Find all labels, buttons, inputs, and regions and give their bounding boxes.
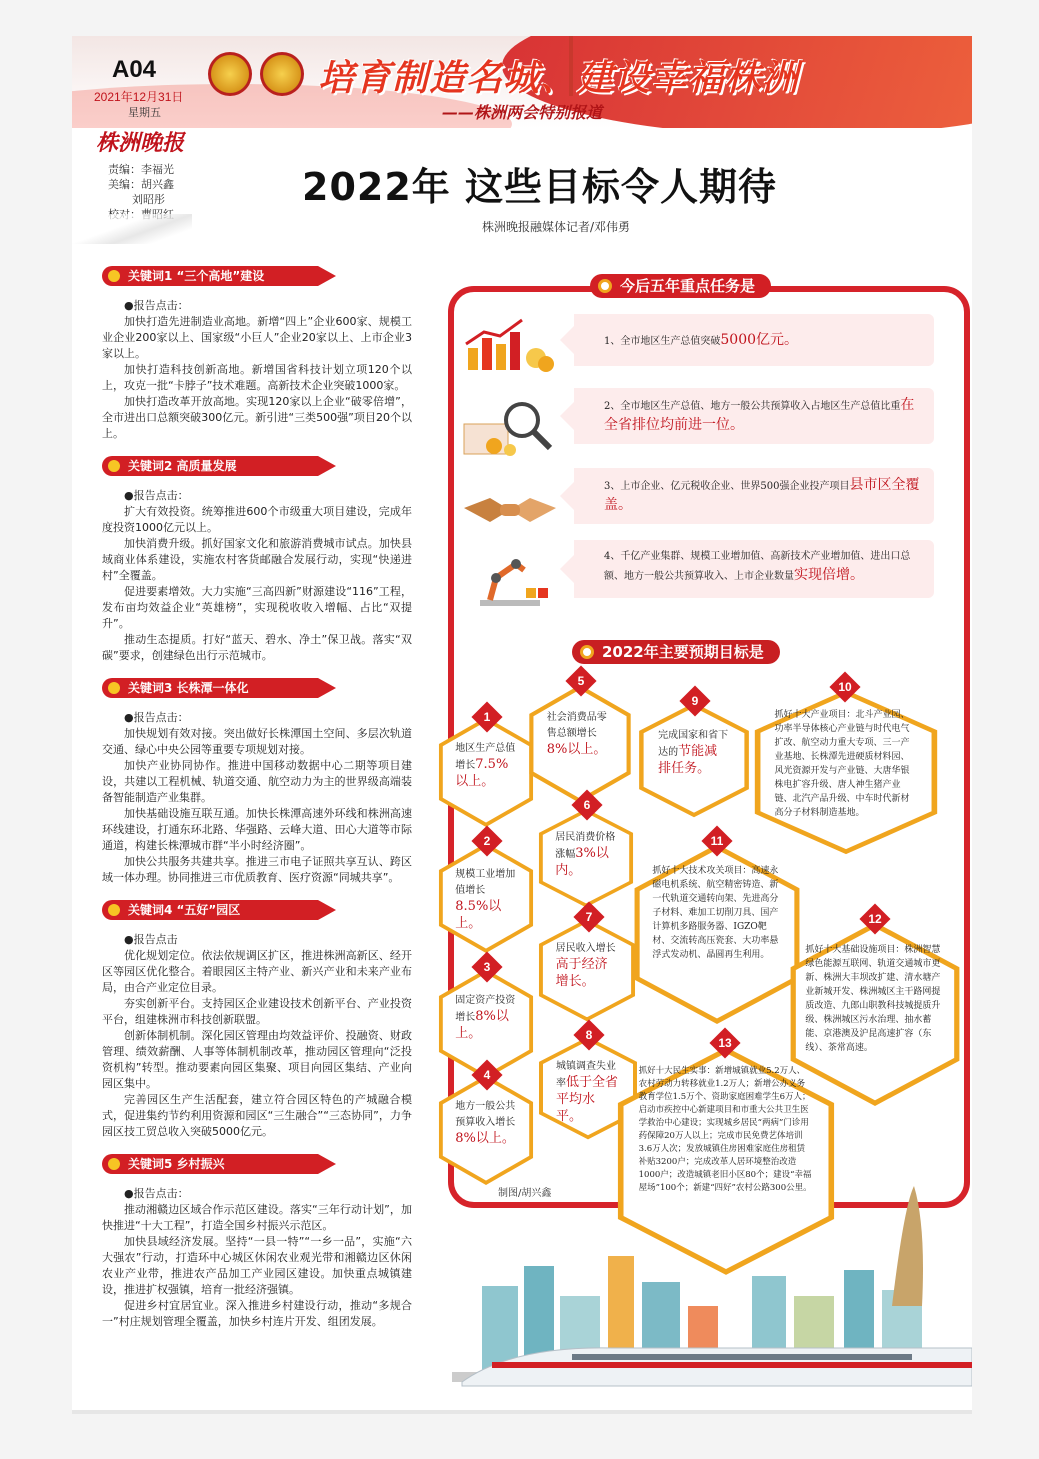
- keyword-section-3: [102, 678, 412, 886]
- target-label: 抓好十大基础设施项目：株洲智慧绿色能源互联网、轨道交通城市更新、株洲大丰坝改扩建、清水塘产业新城开发、株洲城区主干路网提质改造、九郎山职教科技城提质升级、株洲城区污水治理、抽水蓄能、京港澳及沪昆高速扩容（东线）、茶常高速。: [805, 944, 941, 1053]
- credit-line: 刘昭彤: [132, 193, 165, 206]
- target-value: 8.5%以上。: [455, 898, 502, 931]
- target-number: 1: [483, 710, 491, 724]
- target-number-badge: [573, 901, 604, 932]
- editor-credits: [108, 162, 174, 222]
- target-label: 抓好十大技术攻关项目：高速永磁电机系统、航空精密铸造、新一代轨道交通转向架、先进高分子材料、难加工切削刀具、国产计算机多路服务器、IGZO靶材、交流转高压瓷套、大功率悬浮式发动机、晶圆再生利用。: [652, 866, 779, 961]
- handshake-icon: [460, 478, 560, 538]
- target-text: [775, 708, 918, 820]
- task-text: 4、千亿产业集群、规模工业增加值、高新技术产业增加值、进出口总额、地方一般公共预算收入、上市企业数量: [604, 551, 911, 582]
- keyword-section-2: [102, 456, 412, 664]
- target-number-badge: [565, 665, 596, 696]
- task-item-4: [574, 540, 934, 598]
- target-text: [639, 1065, 814, 1195]
- task-item-1: [574, 314, 934, 366]
- masthead-logo: 株洲晚报: [96, 130, 185, 156]
- page-curl-decoration: [72, 214, 192, 244]
- target-label: 规模工业增加值增长: [455, 868, 516, 896]
- target-number: 10: [838, 680, 852, 694]
- paragraph: 扩大有效投资。统筹推进600个市级重大项目建设，完成年度投资1000亿元以上。: [102, 505, 412, 534]
- target-number-badge: [859, 903, 890, 934]
- page-number: A04: [112, 56, 157, 83]
- task-item-3: [574, 468, 934, 524]
- keyword-section-4: [102, 900, 412, 1140]
- target-text: [455, 993, 516, 1043]
- target-number-badge: [679, 685, 710, 716]
- statue-icon: [892, 1186, 923, 1306]
- target-label: 居民消费价格涨幅: [555, 832, 616, 860]
- paragraph: 促进乡村宜居宜业。深入推进乡村建设行动，推动“多规合一”村庄规划管理全覆盖，加快乡村连片开发、组团发展。: [102, 1299, 412, 1328]
- target-value: 3%以内。: [555, 846, 609, 878]
- target-hex-5: [528, 684, 632, 804]
- target-number-badge: [471, 825, 502, 856]
- target-number-badge: [709, 1027, 740, 1058]
- target-number: 2: [483, 834, 491, 848]
- task-highlight: 在全省排位均前进一位。: [604, 397, 915, 433]
- target-number-badge: [829, 671, 860, 702]
- target-number: 7: [585, 910, 593, 924]
- target-number-badge: [471, 951, 502, 982]
- graphic-credit: 制图/胡兴鑫: [498, 1188, 552, 1199]
- target-number: 4: [483, 1068, 491, 1082]
- target-value: 7.5%以上。: [455, 756, 509, 789]
- page-footer-rule: [72, 1410, 972, 1414]
- target-label: 地方一般公共预算收入增长: [455, 1100, 516, 1128]
- target-value: 8%以上。: [455, 1008, 509, 1041]
- target-number: 3: [483, 960, 491, 974]
- infographic-panel: [442, 268, 962, 1328]
- paragraph: 创新体制机制。深化园区管理由均效益评价、投融资、财政管理、绩效薪酬、人事等体制机制改革，推动园区管理向“泛投资机构”转型。推动要素向园区集聚、项目向园区集结、产业向园区集中。: [102, 1029, 412, 1090]
- target-text: [455, 1099, 516, 1148]
- task-text: 3、上市企业、亿元税收企业、世界500强企业投产项目: [604, 481, 850, 492]
- target-number: 12: [868, 912, 882, 926]
- target-number-badge: [471, 701, 502, 732]
- banner-subtitle: ——株洲两会特别报道: [442, 103, 603, 122]
- credit-line: 美编：胡兴鑫: [108, 178, 174, 191]
- target-number: 9: [691, 694, 699, 708]
- target-hex-7: [538, 918, 636, 1022]
- target-value: 低于全省平均水平。: [556, 1074, 619, 1124]
- issue-weekday: 星期五: [128, 106, 161, 119]
- paragraph: 加快产业协同协作。推进中国移动数据中心二期等项目建设，共建以工程机械、轨道交通、航空动力为主的世界级高端装备智能制造产业集群。: [102, 759, 412, 804]
- target-hex-11: [632, 842, 802, 1026]
- paragraph: ●报告点击：: [124, 1187, 189, 1200]
- target-text: [658, 728, 730, 778]
- target-hex-9: [638, 702, 750, 818]
- target-number: 6: [583, 798, 591, 812]
- keyword-section-1: [102, 266, 412, 442]
- target-value: 高于经济增长。: [555, 956, 608, 989]
- keyword-label: 关键词1 “三个高地”建设: [102, 266, 318, 286]
- target-hex-2: [438, 842, 534, 954]
- magnifier-coins-icon: [460, 400, 560, 460]
- heading-bullet-icon: [580, 645, 594, 659]
- paragraph: ●报告点击：: [124, 489, 189, 502]
- byline: 株洲晚报融媒体记者/邓伟勇: [482, 220, 631, 234]
- paragraph: 加快县域经济发展。坚持“一县一特”“一乡一品”，实施“六大强农”行动，打造环中心城区休闲农业观光带和湘赣边区休闲农业产业带，推进农产品加工产业园区建设。加快重点城镇建设，推进扩权强镇，培育一批经济强镇。: [102, 1235, 412, 1296]
- target-text: [652, 864, 781, 962]
- target-label: 完成国家和省下达的: [658, 729, 729, 758]
- paragraph: 推动湘赣边区域合作示范区建设。落实“三年行动计划”，加快推进“十大工程”，打造全国乡村振兴示范区。: [102, 1203, 412, 1232]
- keyword-label: 关键词4 “五好”园区: [102, 900, 318, 920]
- paragraph: 推动生态提质。打好“蓝天、碧水、净土”保卫战。落实“双碳”要求，创建绿色出行示范城市。: [102, 633, 412, 662]
- target-number: 8: [585, 1028, 593, 1042]
- heading-bullet-icon: [598, 279, 612, 293]
- keyword-section-5: [102, 1154, 412, 1330]
- target-value: 节能减排任务。: [658, 743, 718, 776]
- target-hex-6: [538, 808, 634, 908]
- targets-heading: [572, 640, 780, 664]
- target-label: 城镇调查失业率: [556, 1060, 616, 1089]
- page-banner: [72, 36, 972, 128]
- target-text: [556, 1059, 620, 1126]
- banner-title: 培育制造名城、建设幸福株洲: [318, 58, 800, 99]
- target-number-badge: [701, 825, 732, 856]
- paragraph: ●报告点击：: [124, 711, 189, 724]
- target-number: 5: [577, 674, 585, 688]
- target-text: [555, 830, 616, 880]
- task-text: 2、全市地区生产总值、地方一般公共预算收入占地区生产总值比重: [604, 401, 901, 412]
- target-text: [805, 943, 944, 1055]
- target-number-badge: [471, 1059, 502, 1090]
- target-number-badge: [571, 789, 602, 820]
- target-value: 8%以上。: [546, 742, 607, 758]
- target-number: 13: [718, 1036, 732, 1050]
- tasks-heading-label: 今后五年重点任务是: [620, 277, 756, 295]
- target-text: [455, 741, 516, 791]
- paragraph: 加快规划有效对接。突出做好长株潭国土空间、多层次轨道交通、绿心中央公园等重要专项规划对接。: [102, 727, 412, 756]
- national-emblem-icon: [208, 52, 252, 96]
- target-label: 社会消费品零售总额增长: [546, 712, 607, 740]
- cppcc-emblem-icon: [260, 52, 304, 96]
- target-label: 抓好十大民生实事：新增城镇就业5.2万人、农村劳动力转移就业1.2万人；新增公办义务教育学位1.5万个、资助家庭困难学生6万人；启动市疾控中心新建项目和市重大公共卫生医学救治中心建设；实现城乡居民“两病”门诊用药保障20万人以上；完成市民免费艺体培训3.6万人次；发放城镇住房困难家庭住房租赁补贴3200户；完成改革人居环境整治改造1000户；改造城镇老旧小区80个；建设“幸福屋场”100个；新建“四好”农村公路300公里。: [638, 1066, 812, 1194]
- target-value: 8%以上。: [455, 1130, 515, 1146]
- keyword-label: 关键词3 长株潭一体化: [102, 678, 318, 698]
- headline: 2022年 这些目标令人期待: [302, 165, 777, 209]
- target-hex-4: [438, 1074, 534, 1186]
- paragraph: ●报告点击: [124, 933, 178, 946]
- paragraph: 加快打造改革开放高地。实现120家以上企业“破零倍增”，全市进出口总额突破300亿元。新引进“三类500强”项目20个以上。: [102, 395, 412, 440]
- target-text: [556, 941, 619, 991]
- growth-chart-icon: [460, 314, 560, 374]
- targets-heading-label: 2022年主要预期目标是: [602, 643, 764, 661]
- city-skyline-illustration: [452, 1186, 972, 1411]
- robot-arm-icon: [460, 548, 560, 608]
- keyword-label: 关键词5 乡村振兴: [102, 1154, 318, 1174]
- task-highlight: 县市区全覆盖。: [604, 477, 920, 513]
- paragraph: 加快消费升级。抓好国家文化和旅游消费城市试点。加快县域商业体系建设，实施农村客货邮融合发展行动，实现“快递进村”全覆盖。: [102, 537, 412, 582]
- target-label: 抓好十大产业项目：北斗产业园、功率半导体核心产业链与时代电气扩改、航空动力重大专项、三一产业基地、长株潭先进硬质材料园、风光资源开发与产业链、大唐华银株电扩容升级、唐人神生猪产业链、北汽产品升级、中车时代新材高分子材料制造基地。: [774, 710, 910, 819]
- paragraph: 促进要素增效。大力实施“三高四新”财源建设“116”工程，发布亩均效益企业“英雄榜”，实现税收收入增幅、占比“双提升”。: [102, 585, 412, 630]
- target-label: 地区生产总值增长: [455, 742, 516, 771]
- target-hex-1: [438, 716, 534, 828]
- target-text: [455, 867, 516, 933]
- task-item-2: [574, 388, 934, 444]
- paragraph: 夯实创新平台。支持园区企业建设技术创新平台、产业投资平台，组建株洲市科技创新联盟。: [102, 997, 412, 1026]
- keyword-column: [102, 266, 412, 1344]
- task-highlight: 5000亿元。: [720, 332, 799, 348]
- paragraph: 优化规划定位。依法依规调区扩区，推进株洲高新区、经开区等园区优化整合。着眼园区主特产业、新兴产业和未来产业布局，由合产业定位目录。: [102, 949, 412, 994]
- target-number-badge: [573, 1019, 604, 1050]
- paragraph: 加快打造科技创新高地。新增国省科技计划立项120个以上，攻克一批“卡脖子”技术难题。高新技术企业突破1000家。: [102, 363, 412, 392]
- issue-date: 2021年12月31日: [94, 90, 184, 104]
- newspaper-page: [72, 36, 972, 1411]
- tasks-heading: [590, 274, 771, 298]
- paragraph: 完善园区生产生活配套，建立符合园区特色的产城融合模式，促进集约节约利用资源和园区“三生融合”“三态协同”，力争园区技工贸总收入突破5000亿元。: [102, 1093, 412, 1138]
- task-text: 1、全市地区生产总值突破: [604, 336, 721, 347]
- paragraph: ●报告点击：: [124, 299, 189, 312]
- target-text: [547, 710, 614, 759]
- paragraph: 加快公共服务共建共享。推进三市电子证照共享互认、跨区域一体办理。协同推进三市优质教育、医疗资源“同城共享”。: [102, 855, 412, 884]
- target-number: 11: [710, 834, 724, 848]
- paragraph: 加快打造先进制造业高地。新增“四上”企业600家、规模工业企业200家以上、国家级“小巨人”企业20家以上、上市企业3家以上。: [102, 315, 412, 360]
- target-label: 固定资产投资增长: [455, 994, 516, 1023]
- keyword-label: 关键词2 高质量发展: [102, 456, 318, 476]
- target-hex-10: [752, 688, 940, 856]
- credit-line: 责编：李福光: [108, 163, 174, 176]
- task-highlight: 实现倍增。: [794, 567, 864, 583]
- target-label: 居民收入增长: [555, 942, 616, 954]
- paragraph: 加快基础设施互联互通。加快长株潭高速外环线和株洲高速环线建设，打通东环北路、华强路、云峰大道、田心大道等市际通道，构建长株潭城市群“半小时经济圈”。: [102, 807, 412, 852]
